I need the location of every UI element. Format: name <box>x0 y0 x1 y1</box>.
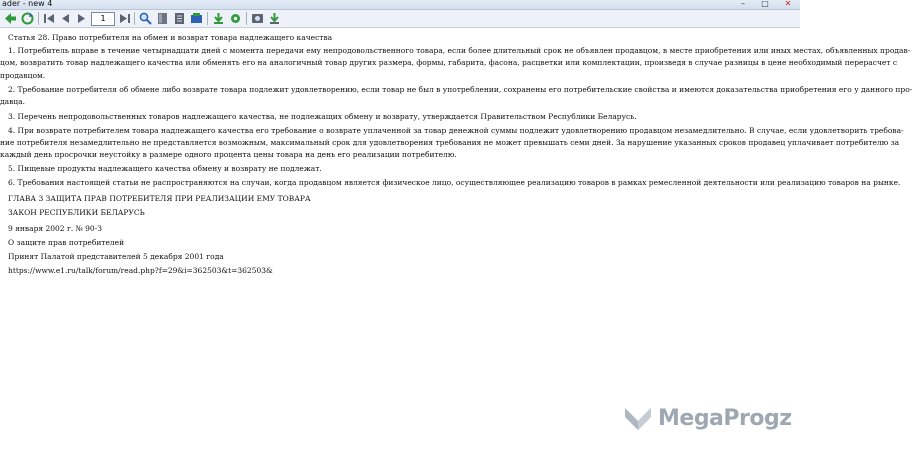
refresh-icon[interactable] <box>20 11 35 26</box>
page-number-input[interactable]: 1 <box>91 12 115 26</box>
bookmark-icon[interactable] <box>211 11 226 26</box>
exit-icon[interactable] <box>267 11 282 26</box>
paragraph-line: 6. Требования настоящей статьи не распространяются на случаи, когда продавцом является физическое лицо, осуществляющее реализацию товаров в рамках ремесленной деятельности или реализацию товаров на рынке. <box>8 178 901 187</box>
law-title: ЗАКОН РЕСПУБЛИКИ БЕЛАРУСЬ <box>8 208 145 217</box>
minimize-button[interactable]: – <box>741 0 745 8</box>
contents-icon[interactable] <box>189 11 204 26</box>
next-page-icon[interactable] <box>74 11 89 26</box>
paragraph-line: 3. Перечень непродовольственных товаров надлежащего качества, не подлежащих обмену и возврату, утверждается Правительством Республики Беларусь. <box>8 112 637 121</box>
chapter-heading: ГЛАВА 3 ЗАЩИТА ПРАВ ПОТРЕБИТЕЛЯ ПРИ РЕАЛИЗАЦИИ ЕМУ ТОВАРА <box>8 194 311 203</box>
paragraph-line: 1. Потребитель вправе в течение четырнадцати дней с момента передачи ему непродовольственного товара, если более длительный срок не объявлен продавцом, в месте приобретения или иных местах, объявленных продав- <box>8 46 911 55</box>
paragraph-line: 5. Пищевые продукты надлежащего качества обмену и возврату не подлежат. <box>8 164 322 173</box>
article-heading: Статья 28. Право потребителя на обмен и возврат товара надлежащего качества <box>8 33 333 42</box>
adoption-note: Принят Палатой представителей 5 декабря 2001 года <box>8 252 224 261</box>
source-link[interactable]: https://www.e1.ru/talk/forum/read.php?f=29&i=362503&t=362503& <box>8 266 273 275</box>
paragraph-line: каждый день просрочки неустойку в размере одного процента цены товара на день его реализации потребителю. <box>0 150 457 159</box>
watermark <box>622 404 792 438</box>
settings-icon[interactable] <box>228 11 243 26</box>
book-icon[interactable] <box>155 11 170 26</box>
maximize-button[interactable]: □ <box>761 0 769 8</box>
prev-page-icon[interactable] <box>58 11 73 26</box>
toolbar <box>0 10 800 28</box>
paragraph-line: 4. При возврате потребителем товара надлежащего качества его требование о возврате уплаченной за товар денежной суммы подлежит удовлетворению продавцом незамедлительно. В случае, если удовлетворить требова- <box>8 126 904 135</box>
book-open-icon[interactable] <box>172 11 187 26</box>
toolbar-separator <box>207 12 208 25</box>
toolbar-separator <box>246 12 247 25</box>
paragraph-line: ние потребителя незамедлительно не представляется возможным, максимальный срок для удовлетворения требования не может превышать семи дней. За нарушение указанных сроков продавец уплачивает потребителю за <box>0 138 900 147</box>
title-bar <box>0 0 800 10</box>
window-title: ader - new 4 <box>2 0 53 8</box>
law-name: О защите прав потребителей <box>8 238 125 247</box>
zoom-icon[interactable] <box>138 11 153 26</box>
paragraph-line: 2. Требование потребителя об обмене либо возврате товара подлежит удовлетворению, если товар не был в употреблении, сохранены его потребительские свойства и имеются доказательства приобретения его у данного про- <box>8 85 912 94</box>
paragraph-line: цом, возвратить товар надлежащего качества или обменять его на аналогичный товар других размера, формы, габарита, фасона, расцветки или комплектации, произведя в случае разницы в цене необходимый перерасчет с <box>0 58 898 67</box>
first-page-icon[interactable] <box>42 11 57 26</box>
last-page-icon[interactable] <box>117 11 132 26</box>
close-button[interactable]: ✕ <box>784 0 792 8</box>
paragraph-line: продавцом. <box>0 71 46 80</box>
watermark-logo-icon <box>622 404 654 436</box>
paragraph-line: давца. <box>0 97 25 106</box>
toolbar-separator <box>134 12 135 25</box>
sync-icon[interactable] <box>250 11 265 26</box>
watermark-text: MegaProgz <box>658 406 792 431</box>
law-date: 9 января 2002 г. № 90-З <box>8 224 102 233</box>
back-icon[interactable] <box>3 11 18 26</box>
toolbar-separator <box>38 12 39 25</box>
